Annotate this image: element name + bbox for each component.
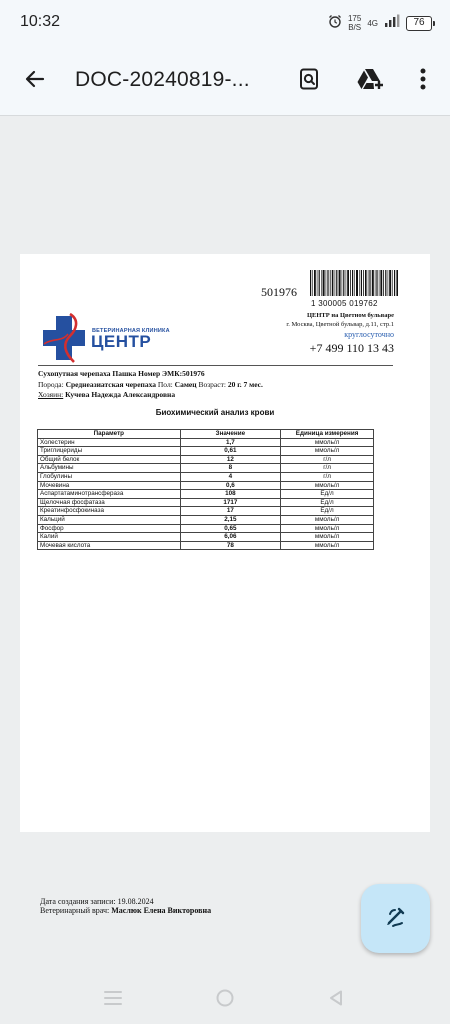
table-row [38, 498, 374, 507]
cell-unit: ммоль/л [281, 533, 374, 542]
cell-value: 12 [180, 455, 281, 464]
table-row [38, 515, 374, 524]
table-row [38, 490, 374, 499]
sex-label: Пол: [157, 379, 173, 389]
patient-info [38, 369, 398, 401]
cell-value: 17 [180, 507, 281, 516]
alarm-icon [328, 14, 342, 33]
cell-value: 0,65 [180, 524, 281, 533]
breed-value: Среднеазиатская черепаха [65, 379, 156, 389]
clinic-address: г. Москва, Цветной бульвар, д.11, стр.1 [286, 320, 394, 328]
table-row [38, 541, 374, 550]
table-row [38, 472, 374, 481]
owner-value: Кучева Надежда Александровна [65, 390, 176, 399]
cell-parameter: Мочевина [38, 481, 181, 490]
edit-fab-button[interactable] [361, 884, 430, 953]
recent-apps-button[interactable] [100, 987, 126, 1013]
cell-unit: Ед/л [281, 490, 374, 499]
table-row [38, 464, 374, 473]
cell-parameter: Мочевая кислота [38, 541, 181, 550]
drive-add-icon [356, 67, 384, 96]
cell-unit: г/л [281, 472, 374, 481]
cell-parameter: Калий [38, 533, 181, 542]
search-in-document-button[interactable] [288, 60, 330, 102]
cell-unit: ммоль/л [281, 541, 374, 550]
cell-unit: ммоль/л [281, 438, 374, 447]
cell-unit: Ед/л [281, 498, 374, 507]
vet-label: Ветеринарный врач: [40, 906, 110, 915]
header-unit: Единица измерения [281, 430, 374, 439]
header-parameter: Параметр [38, 430, 181, 439]
table-row [38, 481, 374, 490]
cell-unit: г/л [281, 455, 374, 464]
back-nav-button[interactable] [323, 987, 349, 1013]
document-viewer[interactable] [0, 117, 450, 975]
cell-parameter: Фосфор [38, 524, 181, 533]
cell-value: 108 [180, 490, 281, 499]
status-bar [0, 0, 450, 46]
net-speed-value: 175 [347, 14, 362, 23]
cell-value: 8 [180, 464, 281, 473]
breed-label: Порода: [38, 379, 64, 389]
clinic-contacts [194, 312, 394, 355]
status-icons [328, 12, 432, 34]
barcode [310, 270, 398, 296]
cell-parameter: Холестерин [38, 438, 181, 447]
back-triangle-icon [327, 989, 345, 1012]
clinic-name: ЦЕНТР на Цветном бульваре [306, 312, 394, 319]
header-divider [38, 365, 393, 366]
cell-value: 0,6 [180, 481, 281, 490]
cell-value: 78 [180, 541, 281, 550]
cell-parameter: Глобулины [38, 472, 181, 481]
table-header-row [38, 430, 374, 439]
owner-label: Хозяин: [38, 390, 64, 399]
app-bar [0, 46, 450, 116]
cell-parameter: Креатинфосфокиназа [38, 507, 181, 516]
vet-name: Маслюк Елена Викторовна [111, 906, 212, 915]
system-nav-bar [0, 975, 450, 1024]
barcode-digits: 1 300005 019762 [311, 299, 378, 308]
clinic-phone: +7 499 110 13 43 [309, 340, 394, 355]
back-button[interactable] [14, 60, 56, 102]
document-page [20, 254, 430, 915]
cell-parameter: Общий белок [38, 455, 181, 464]
add-to-drive-button[interactable] [349, 60, 391, 102]
results-table [37, 429, 374, 550]
cell-parameter: Альбумины [38, 464, 181, 473]
cell-value: 1,7 [180, 438, 281, 447]
table-row [38, 455, 374, 464]
more-options-button[interactable] [402, 60, 444, 102]
cell-unit: ммоль/л [281, 524, 374, 533]
table-row [38, 447, 374, 456]
net-speed-unit: B/S [348, 23, 362, 32]
sex-value: Самец [174, 379, 197, 389]
battery-indicator: 76 [406, 16, 432, 31]
signal-icon [384, 14, 400, 33]
patient-details [38, 380, 398, 391]
document-title: DOC-20240819-... [75, 68, 250, 91]
cell-parameter: Щелочная фосфатаза [38, 498, 181, 507]
cell-unit: ммоль/л [281, 481, 374, 490]
cell-value: 2,15 [180, 515, 281, 524]
cell-value: 1717 [180, 498, 281, 507]
network-type: 4G [367, 18, 378, 28]
record-number: 501976 [261, 285, 297, 299]
logo-title: ЦЕНТР [91, 332, 152, 351]
table-row [38, 524, 374, 533]
age-label: Возраст: [198, 379, 226, 389]
table-row [38, 438, 374, 447]
cell-parameter: Триглицериды [38, 447, 181, 456]
age-value: 20 г. 7 мес. [227, 379, 263, 389]
table-row [38, 533, 374, 542]
cell-value: 4 [180, 472, 281, 481]
net-speed [348, 14, 361, 32]
home-circle-icon [215, 988, 235, 1013]
cell-value: 0,61 [180, 447, 281, 456]
table-row [38, 507, 374, 516]
owner-line [38, 390, 398, 401]
cell-value: 6,06 [180, 533, 281, 542]
cell-parameter: Кальций [38, 515, 181, 524]
search-document-icon [297, 67, 321, 96]
arrow-back-icon [23, 67, 47, 96]
cell-unit: г/л [281, 464, 374, 473]
vet-line [40, 906, 211, 915]
clinic-hours: круглосуточно [344, 330, 394, 339]
report-title: Биохимический анализ крови [155, 408, 275, 417]
logo-subtitle: ВЕТЕРИНАРНАЯ КЛИНИКА [92, 328, 170, 334]
cell-unit: ммоль/л [281, 515, 374, 524]
more-vert-icon [420, 68, 426, 95]
menu-lines-icon [103, 990, 123, 1011]
cell-unit: Ед/л [281, 507, 374, 516]
status-time: 10:32 [20, 13, 61, 30]
header-value: Значение [180, 430, 281, 439]
record-date: Дата создания записи: 19.08.2024 [40, 897, 154, 906]
home-button[interactable] [212, 987, 238, 1013]
cell-parameter: Аспартатаминотрансфераза [38, 490, 181, 499]
patient-line: Сухопутная черепаха Пашка Номер ЭМК:501976 [38, 369, 205, 378]
edit-pen-icon [382, 902, 410, 935]
cell-unit: ммоль/л [281, 447, 374, 456]
